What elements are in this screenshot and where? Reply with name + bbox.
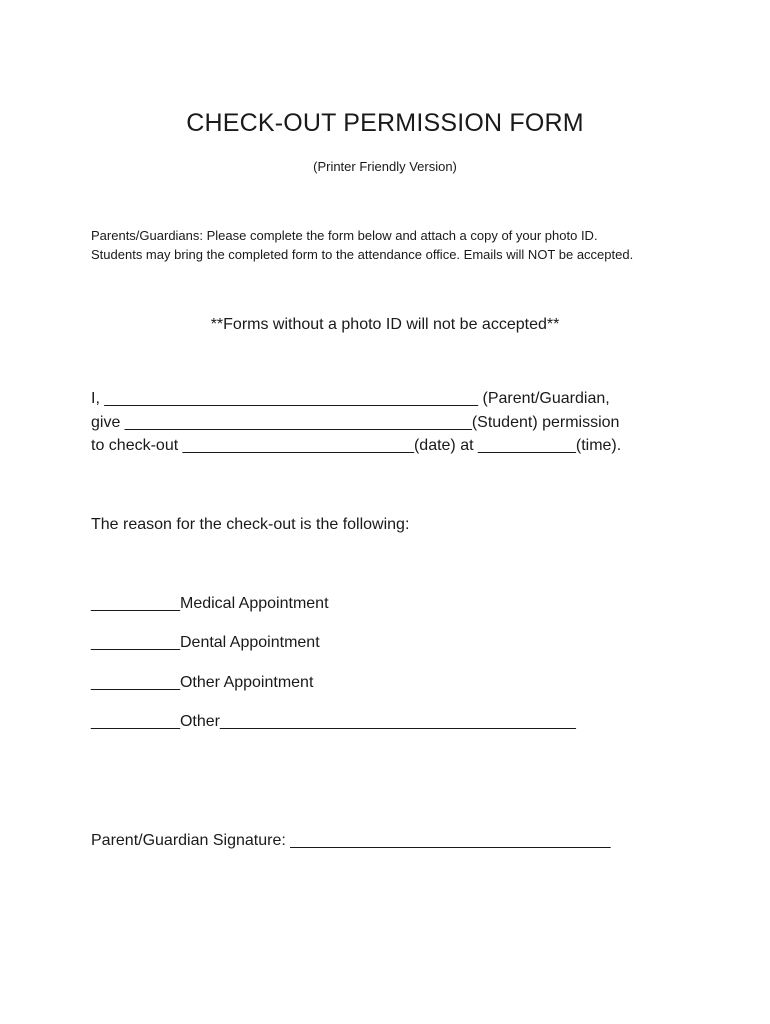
permission-line-parent: I, __________________________________________ (Parent/Guardian, [91, 390, 610, 407]
form-subtitle: (Printer Friendly Version) [313, 159, 457, 174]
intro-line-1: Parents/Guardians: Please complete the form below and attach a copy of your photo ID. [91, 228, 598, 243]
permission-line-date-time: to check-out __________________________(date) at ___________(time). [91, 437, 622, 454]
option-other-appointment: __________Other Appointment [91, 674, 314, 691]
intro-line-2: Students may bring the completed form to the attendance office. Emails will NOT be accepted. [91, 247, 634, 262]
signature-line: Parent/Guardian Signature: ____________________________________ [91, 832, 611, 849]
reason-heading: The reason for the check-out is the following: [91, 516, 410, 533]
option-other: __________Other________________________________________ [91, 713, 576, 730]
photo-id-notice: **Forms without a photo ID will not be accepted** [210, 316, 560, 333]
option-medical-appointment: __________Medical Appointment [91, 595, 329, 612]
option-dental-appointment: __________Dental Appointment [91, 634, 320, 651]
form-title: CHECK-OUT PERMISSION FORM [186, 109, 584, 137]
permission-line-student: give _______________________________________(Student) permission [91, 414, 620, 431]
